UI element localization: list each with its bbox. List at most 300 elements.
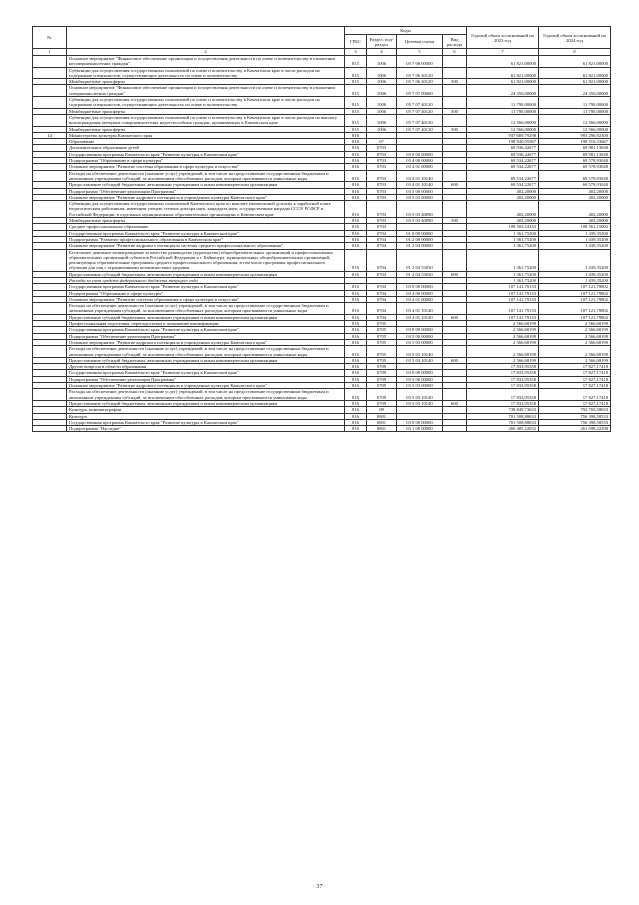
row-amount-2023: 937 689,79298 [467, 132, 539, 138]
row-amount-2024: 993 296,92300 [539, 132, 611, 138]
row-number [33, 249, 67, 271]
row-razdel: 0703 [367, 182, 397, 188]
row-grbs: 815 [345, 85, 367, 97]
row-razdel: 1006 [367, 79, 397, 85]
row-grbs: 816 [345, 164, 367, 170]
row-grbs: 816 [345, 290, 367, 296]
index-cell: 3 [345, 49, 367, 56]
row-target-item: 01 2 00 00000 [397, 236, 443, 242]
row-grbs: 816 [345, 230, 367, 236]
row-grbs: 816 [345, 139, 367, 145]
row-amount-2024: 69 981,13048 [539, 151, 611, 157]
row-amount-2024: 61 821,00000 [539, 56, 611, 68]
row-name: Образование [67, 139, 345, 145]
row-name: Государственная программа Камчатского края "Развитие культуры в Камчатском крае" [67, 284, 345, 290]
row-grbs: 815 [345, 108, 367, 114]
row-target-item: 03 0 00 00000 [397, 419, 443, 425]
row-name: Бесплатное денежное вознаграждение за качество руководства (кураторство) общеобразовательных организаций и профессиональных образовательных организаций субъектов Российской Федерации и г. Байконура, муниципальных общеобразовательных организаций, реализующих образовательные программы среднего профессионального образования, в том числе программы профессионального обучения для лиц с ограниченными возможностями здоровья [67, 249, 345, 271]
row-amount-2024: 11 790,00000 [539, 97, 611, 109]
row-razdel: 0709 [367, 364, 397, 370]
row-grbs: 816 [345, 364, 367, 370]
row-target-item: 03 5 03 00000 [397, 383, 443, 389]
row-razdel: 0709 [367, 383, 397, 389]
row-expense-type [443, 303, 467, 315]
header-year-2024: Годовой объем ассигнований на 2024 год [539, 27, 611, 49]
row-razdel: 0705 [367, 346, 397, 358]
row-expense-type [443, 67, 467, 79]
row-amount-2023: 107 141,79133 [467, 290, 539, 296]
row-amount-2024: 1 439,35200 [539, 243, 611, 249]
row-amount-2023: 69 534,22677 [467, 164, 539, 170]
row-target-item: 05 7 07 40130 [397, 126, 443, 132]
row-razdel: 0705 [367, 339, 397, 345]
row-amount-2023: 402,20000 [467, 218, 539, 224]
row-razdel: 0704 [367, 290, 397, 296]
row-target-item: 03 5 00 00000 [397, 376, 443, 382]
table-row [33, 114, 611, 126]
row-target-item: 01 2 04 00000 [397, 243, 443, 249]
row-amount-2024: 61 821,00000 [539, 79, 611, 85]
row-razdel: 1006 [367, 67, 397, 79]
row-expense-type [443, 85, 467, 97]
row-amount-2024: 17 827,17418 [539, 383, 611, 389]
header-index-row [33, 49, 611, 56]
row-razdel: 1006 [367, 85, 397, 97]
row-target-item: 03 1 00 00000 [397, 426, 443, 432]
table-row [33, 389, 611, 401]
row-target-item: 03 5 03 10140 [397, 346, 443, 358]
row-number [33, 56, 67, 68]
row-amount-2023: 17 833,95358 [467, 389, 539, 401]
row-amount-2024: 2 566,68199 [539, 339, 611, 345]
table-row [33, 97, 611, 109]
row-amount-2024: 2 566,68199 [539, 357, 611, 363]
row-amount-2024: 261 598,22298 [539, 426, 611, 432]
row-expense-type: 600 [443, 357, 467, 363]
row-target-item: 03 4 01 00000 [397, 296, 443, 302]
row-number: 14 [33, 132, 67, 138]
row-amount-2024: 1 439,35200 [539, 236, 611, 242]
row-grbs: 816 [345, 389, 367, 401]
row-name: Основное мероприятие "Развитие системы образования в сфере культуры и искусства" [67, 296, 345, 302]
row-amount-2024: 402,20000 [539, 201, 611, 218]
row-name: Государственная программа Камчатского края "Развитие культуры в Камчатском крае" [67, 230, 345, 236]
row-razdel: 0703 [367, 188, 397, 194]
row-grbs: 816 [345, 327, 367, 333]
row-name: Расходы на обеспечение деятельности (оказание услуг) учреждений, в том числе на предоставление государственным бюджетным и автономным учреждениям субсидий, за исключением обособленных расходов, которым присваиваются уникальные коды [67, 170, 345, 182]
row-expense-type [443, 114, 467, 126]
row-target-item: 03 5 03 10140 [397, 400, 443, 406]
row-amount-2024: 17 827,17418 [539, 364, 611, 370]
index-cell: 4 [367, 49, 397, 56]
row-amount-2024: 107 121,79802 [539, 296, 611, 302]
row-name: Среднее профессиональное образование [67, 224, 345, 230]
row-amount-2024: 24 356,00000 [539, 85, 611, 97]
row-amount-2023: 108 503,54333 [467, 224, 539, 230]
row-target-item: 05 7 07 40130 [397, 114, 443, 126]
row-name: Министерство культуры Камчатского края [67, 132, 345, 138]
row-expense-type: 500 [443, 218, 467, 224]
row-amount-2023: 402,20000 [467, 194, 539, 200]
row-name: Расходы на обеспечение деятельности (оказание услуг) учреждений, в том числе на предоставление государственным бюджетным и автономным учреждениям субсидий, за исключением обособленных расходов, которым присваиваются уникальные коды [67, 389, 345, 401]
row-grbs: 815 [345, 126, 367, 132]
row-grbs: 815 [345, 56, 367, 68]
row-target-item: 03 0 00 00000 [397, 284, 443, 290]
row-razdel: 0801 [367, 426, 397, 432]
row-number [33, 201, 67, 218]
row-amount-2023: 402,20000 [467, 188, 539, 194]
row-name: Государственная программа Камчатского края "Развитие культуры в Камчатском крае" [67, 419, 345, 425]
row-grbs: 816 [345, 296, 367, 302]
row-name: Субвенции для осуществления государственных полномочий Камчатского края по выплате ежемесячной доплаты к заработной плате педагогическим работникам, имеющим ученую степень доктора наук, кандидата наук, государственные награды СССР, РСФСР и Российской Федерации, в отдельных муниципальных образовательных организациях в Камчатском крае [67, 201, 345, 218]
row-name: Культура [67, 413, 345, 419]
row-number [33, 170, 67, 182]
row-grbs: 816 [345, 413, 367, 419]
row-target-item: 03 5 00 00000 [397, 333, 443, 339]
row-expense-type [443, 346, 467, 358]
row-expense-type: 600 [443, 182, 467, 188]
row-amount-2024: 756 398,58533 [539, 419, 611, 425]
row-amount-2024: 17 827,17418 [539, 389, 611, 401]
row-target-item: 03 5 03 10140 [397, 357, 443, 363]
row-amount-2023: 2 566,68199 [467, 339, 539, 345]
row-amount-2023: 61 821,00000 [467, 56, 539, 68]
row-name: Подпрограмма "Обеспечение реализации Программы" [67, 376, 345, 382]
row-target-item: 01 2 04 53030 [397, 249, 443, 271]
header-grbs: ГРБС [345, 35, 367, 49]
row-target-item: 05 7 07 00000 [397, 85, 443, 97]
row-grbs: 815 [345, 114, 367, 126]
row-amount-2023: 61 821,00000 [467, 67, 539, 79]
index-cell: 2 [67, 49, 345, 56]
row-grbs: 816 [345, 321, 367, 327]
row-target-item: 03 4 01 10140 [397, 314, 443, 320]
index-cell: 1 [33, 49, 67, 56]
row-grbs: 816 [345, 170, 367, 182]
row-target-item: 03 5 03 00000 [397, 339, 443, 345]
row-grbs: 815 [345, 67, 367, 79]
row-number [33, 426, 67, 432]
row-expense-type: 600 [443, 400, 467, 406]
row-number [33, 346, 67, 358]
row-grbs: 816 [345, 194, 367, 200]
index-cell: 5 [397, 49, 443, 56]
row-number [33, 114, 67, 126]
row-target-item: 03 5 03 00000 [397, 194, 443, 200]
row-amount-2023: 701 508,88633 [467, 419, 539, 425]
row-amount-2024: 69 578,93048 [539, 182, 611, 188]
header-codes: Коды [345, 27, 467, 35]
header-number: № [33, 27, 67, 49]
row-razdel: 0705 [367, 357, 397, 363]
row-amount-2023: 1 361,75200 [467, 277, 539, 283]
row-name: Предоставление субсидий бюджетным, автономным учреждениям и иным некоммерческим организациям [67, 271, 345, 277]
row-target-item: 03 4 00 00000 [397, 158, 443, 164]
row-razdel: 0709 [367, 370, 397, 376]
row-name: Подпрограмма "Образование в сфере культуры" [67, 290, 345, 296]
row-target-item: 03 4 01 10140 [397, 170, 443, 182]
row-amount-2024: 402,20000 [539, 188, 611, 194]
row-grbs: 816 [345, 419, 367, 425]
row-razdel: 0801 [367, 413, 397, 419]
row-amount-2024: 2 566,68199 [539, 327, 611, 333]
row-razdel: 0704 [367, 296, 397, 302]
row-amount-2024: 1 439,35200 [539, 277, 611, 283]
row-amount-2024: 69 981,13048 [539, 145, 611, 151]
row-razdel: 0703 [367, 151, 397, 157]
row-expense-type [443, 389, 467, 401]
row-grbs: 816 [345, 271, 367, 277]
row-razdel: 0705 [367, 333, 397, 339]
row-grbs: 816 [345, 314, 367, 320]
row-target-item: 03 5 03 40090 [397, 201, 443, 218]
row-name: Подпрограмма "Обеспечение реализации Программы" [67, 333, 345, 339]
row-grbs: 816 [345, 284, 367, 290]
row-name: Государственная программа Камчатского края "Развитие культуры в Камчатском крае" [67, 327, 345, 333]
row-name: Межбюджетные трансферты [67, 218, 345, 224]
row-name: Подпрограмма "Развитие профессионального образования в Камчатском крае" [67, 236, 345, 242]
row-razdel: 0709 [367, 400, 397, 406]
row-target-item: 01 0 00 00000 [397, 230, 443, 236]
row-target-item: 03 4 01 00000 [397, 164, 443, 170]
row-name: Основное мероприятие "Развитие кадрового потенциала в учреждениях культуры Камчатского края" [67, 194, 345, 200]
row-target-item: 03 5 03 10140 [397, 389, 443, 401]
header-razdel: Раздел, под-раздел [367, 35, 397, 49]
row-amount-2024: 402,20000 [539, 218, 611, 224]
row-name: Культура, кинематография [67, 407, 345, 413]
row-amount-2023: 402,20000 [467, 201, 539, 218]
row-amount-2023: 2 566,68199 [467, 346, 539, 358]
row-expense-type [443, 249, 467, 271]
row-amount-2024: 69 578,93048 [539, 170, 611, 182]
row-grbs: 816 [345, 151, 367, 157]
row-grbs: 816 [345, 339, 367, 345]
row-amount-2023: 2 566,68199 [467, 357, 539, 363]
row-amount-2023: 69 534,22677 [467, 182, 539, 188]
row-amount-2023: 12 566,00000 [467, 114, 539, 126]
row-name: Основное мероприятие "Развитие кадрового потенциала системы среднего профессионального образования" [67, 243, 345, 249]
row-name: Основное мероприятие "Развитие кадрового потенциала в учреждениях культуры Камчатского края" [67, 383, 345, 389]
row-razdel: 0705 [367, 321, 397, 327]
row-expense-type [443, 201, 467, 218]
row-razdel: 0709 [367, 389, 397, 401]
row-amount-2023: 107 141,79133 [467, 284, 539, 290]
row-razdel: 0704 [367, 314, 397, 320]
row-amount-2024: 17 827,17418 [539, 370, 611, 376]
budget-allocation-table [32, 26, 611, 432]
row-amount-2023: 24 356,00000 [467, 85, 539, 97]
row-target-item: 05 7 07 40120 [397, 108, 443, 114]
row-name: Межбюджетные трансферты [67, 126, 345, 132]
row-target-item: 03 4 00 00000 [397, 290, 443, 296]
row-razdel: 0703 [367, 158, 397, 164]
row-amount-2023: 69 534,22677 [467, 170, 539, 182]
row-expense-type [443, 426, 467, 432]
row-razdel: 1006 [367, 97, 397, 109]
row-grbs: 816 [345, 218, 367, 224]
row-grbs: 816 [345, 249, 367, 271]
row-grbs: 815 [345, 79, 367, 85]
row-amount-2023: 69 936,42677 [467, 145, 539, 151]
row-grbs: 816 [345, 346, 367, 358]
row-amount-2024: 69 578,93048 [539, 158, 611, 164]
row-expense-type: 500 [443, 108, 467, 114]
row-name: Подпрограмма "Образование в сфере культуры" [67, 158, 345, 164]
row-expense-type [443, 170, 467, 182]
row-grbs: 816 [345, 303, 367, 315]
row-razdel: 0704 [367, 224, 397, 230]
row-razdel: 0703 [367, 201, 397, 218]
row-razdel: 1006 [367, 108, 397, 114]
table-row [33, 170, 611, 182]
row-amount-2024: 756 398,58533 [539, 413, 611, 419]
table-row [33, 56, 611, 68]
table-row [33, 249, 611, 271]
row-amount-2023: 2 566,68199 [467, 327, 539, 333]
row-amount-2023: 107 141,79133 [467, 303, 539, 315]
row-razdel: 0703 [367, 164, 397, 170]
table-row [33, 201, 611, 218]
row-target-item: 03 4 01 10140 [397, 182, 443, 188]
row-grbs: 816 [345, 188, 367, 194]
row-razdel: 0704 [367, 249, 397, 271]
row-razdel: 1006 [367, 126, 397, 132]
row-name: Профессиональная подготовка, переподготовка и повышение квалификации [67, 321, 345, 327]
budget-table-page [32, 26, 610, 432]
row-razdel: 0704 [367, 271, 397, 277]
row-amount-2023: 260 485,22032 [467, 426, 539, 432]
row-razdel: 0705 [367, 327, 397, 333]
row-amount-2024: 2 566,68199 [539, 321, 611, 327]
table-row [33, 85, 611, 97]
row-grbs: 816 [345, 236, 367, 242]
row-name: Расходы на обеспечение деятельности (оказание услуг) учреждений, в том числе на предоставление государственным бюджетным и автономным учреждениям субсидий, за исключением обособленных расходов, которым присваиваются уникальные коды [67, 303, 345, 315]
row-number [33, 85, 67, 97]
table-row [33, 303, 611, 315]
row-amount-2024: 12 566,00000 [539, 126, 611, 132]
index-cell: 7 [467, 49, 539, 56]
row-grbs: 816 [345, 383, 367, 389]
row-amount-2024: 402,20000 [539, 194, 611, 200]
row-amount-2024: 2 566,68199 [539, 333, 611, 339]
row-name: Подпрограмма "Обеспечение реализации Программы" [67, 188, 345, 194]
row-name: Предоставление субсидий бюджетным, автономным учреждениям и иным некоммерческим организациям [67, 314, 345, 320]
row-amount-2023: 17 833,95358 [467, 383, 539, 389]
row-amount-2024: 198 516,33667 [539, 139, 611, 145]
row-amount-2023: 1 361,75200 [467, 249, 539, 271]
row-razdel: 0703 [367, 218, 397, 224]
row-amount-2024: 792 769,58633 [539, 407, 611, 413]
row-amount-2023: 1 361,75200 [467, 236, 539, 242]
row-amount-2024: 2 566,68199 [539, 346, 611, 358]
row-name: Основное мероприятие "Финансовое обеспечение организации и осуществления деятельности по опеке и попечительству в отношении несовершеннолетних граждан" [67, 56, 345, 68]
index-cell: 6 [443, 49, 467, 56]
row-razdel: 0709 [367, 376, 397, 382]
row-razdel: 07 [367, 139, 397, 145]
row-razdel: 0704 [367, 243, 397, 249]
row-grbs: 816 [345, 357, 367, 363]
row-amount-2024: 12 566,00000 [539, 114, 611, 126]
row-razdel: 0704 [367, 303, 397, 315]
row-amount-2024: 108 561,15002 [539, 224, 611, 230]
row-grbs: 816 [345, 158, 367, 164]
row-amount-2023: 1 361,75200 [467, 271, 539, 277]
row-amount-2023: 1 361,75200 [467, 230, 539, 236]
row-expense-type [443, 97, 467, 109]
row-amount-2023: 198 840,05567 [467, 139, 539, 145]
row-name: Межбюджетные трансферты [67, 79, 345, 85]
table-row [33, 346, 611, 358]
row-razdel: 1006 [367, 56, 397, 68]
row-name: Предоставление субсидий бюджетным, автономным учреждениям и иным некоммерческим организациям [67, 357, 345, 363]
row-number [33, 67, 67, 79]
row-amount-2023: 1 361,75200 [467, 243, 539, 249]
row-target-item: 05 7 07 40120 [397, 97, 443, 109]
row-target-item: 05 7 06 40120 [397, 79, 443, 85]
row-target-item: 03 0 00 00000 [397, 151, 443, 157]
header-name [67, 27, 345, 49]
row-target-item: 03 0 00 00000 [397, 327, 443, 333]
row-amount-2024: 107 121,79802 [539, 314, 611, 320]
row-razdel: 0703 [367, 194, 397, 200]
row-grbs: 816 [345, 182, 367, 188]
table-body [33, 56, 611, 432]
index-cell: 8 [539, 49, 611, 56]
row-razdel: 0704 [367, 284, 397, 290]
row-amount-2023: 17 833,95358 [467, 370, 539, 376]
row-number [33, 303, 67, 315]
row-razdel: 08 [367, 407, 397, 413]
row-amount-2023: 2 566,68199 [467, 321, 539, 327]
row-amount-2024: 1 439,35200 [539, 271, 611, 277]
table-row [33, 426, 611, 432]
row-amount-2023: 17 833,95358 [467, 364, 539, 370]
row-target-item: 03 5 00 00000 [397, 188, 443, 194]
row-name: Предоставление субсидий бюджетным, автономным учреждениям и иным некоммерческим организациям [67, 182, 345, 188]
row-amount-2023: 738 849,73633 [467, 407, 539, 413]
row-name: Субвенции для осуществления государственных полномочий по опеке и попечительству в Камчатском крае в части расходов на выплату вознаграждения опекунам совершеннолетних недееспособных граждан, проживающих в Камчатском крае [67, 114, 345, 126]
row-name: Межбюджетные трансферты [67, 108, 345, 114]
row-target-item: 05 7 06 40120 [397, 67, 443, 79]
row-razdel: 1006 [367, 114, 397, 126]
header-year-2023: Годовой объем ассигнований на 2023 год [467, 27, 539, 49]
table-header [33, 27, 611, 56]
row-amount-2023: 701 508,88633 [467, 413, 539, 419]
row-name: Государственная программа Камчатского края "Развитие культуры в Камчатском крае" [67, 151, 345, 157]
row-grbs: 816 [345, 400, 367, 406]
row-grbs: 815 [345, 97, 367, 109]
row-amount-2024: 11 790,00000 [539, 108, 611, 114]
row-name: Подпрограмма "Наследие" [67, 426, 345, 432]
row-expense-type: 500 [443, 126, 467, 132]
row-razdel: 0704 [367, 236, 397, 242]
row-amount-2023: 2 566,68199 [467, 333, 539, 339]
row-grbs: 816 [345, 224, 367, 230]
row-grbs: 816 [345, 407, 367, 413]
row-amount-2023: 69 936,42677 [467, 151, 539, 157]
row-name: Другие вопросы в области образования [67, 364, 345, 370]
row-grbs: 816 [345, 243, 367, 249]
row-amount-2023: 11 790,00000 [467, 108, 539, 114]
row-amount-2023: 11 790,00000 [467, 97, 539, 109]
row-amount-2024: 1 439,35200 [539, 249, 611, 271]
row-amount-2023: 69 534,22677 [467, 158, 539, 164]
row-target-item: 03 0 00 00000 [397, 370, 443, 376]
row-amount-2023: 17 833,95358 [467, 376, 539, 382]
row-number [33, 97, 67, 109]
row-expense-type: 500 [443, 79, 467, 85]
row-name: Предоставление субсидий бюджетным, автономным учреждениям и иным некоммерческим организациям [67, 400, 345, 406]
